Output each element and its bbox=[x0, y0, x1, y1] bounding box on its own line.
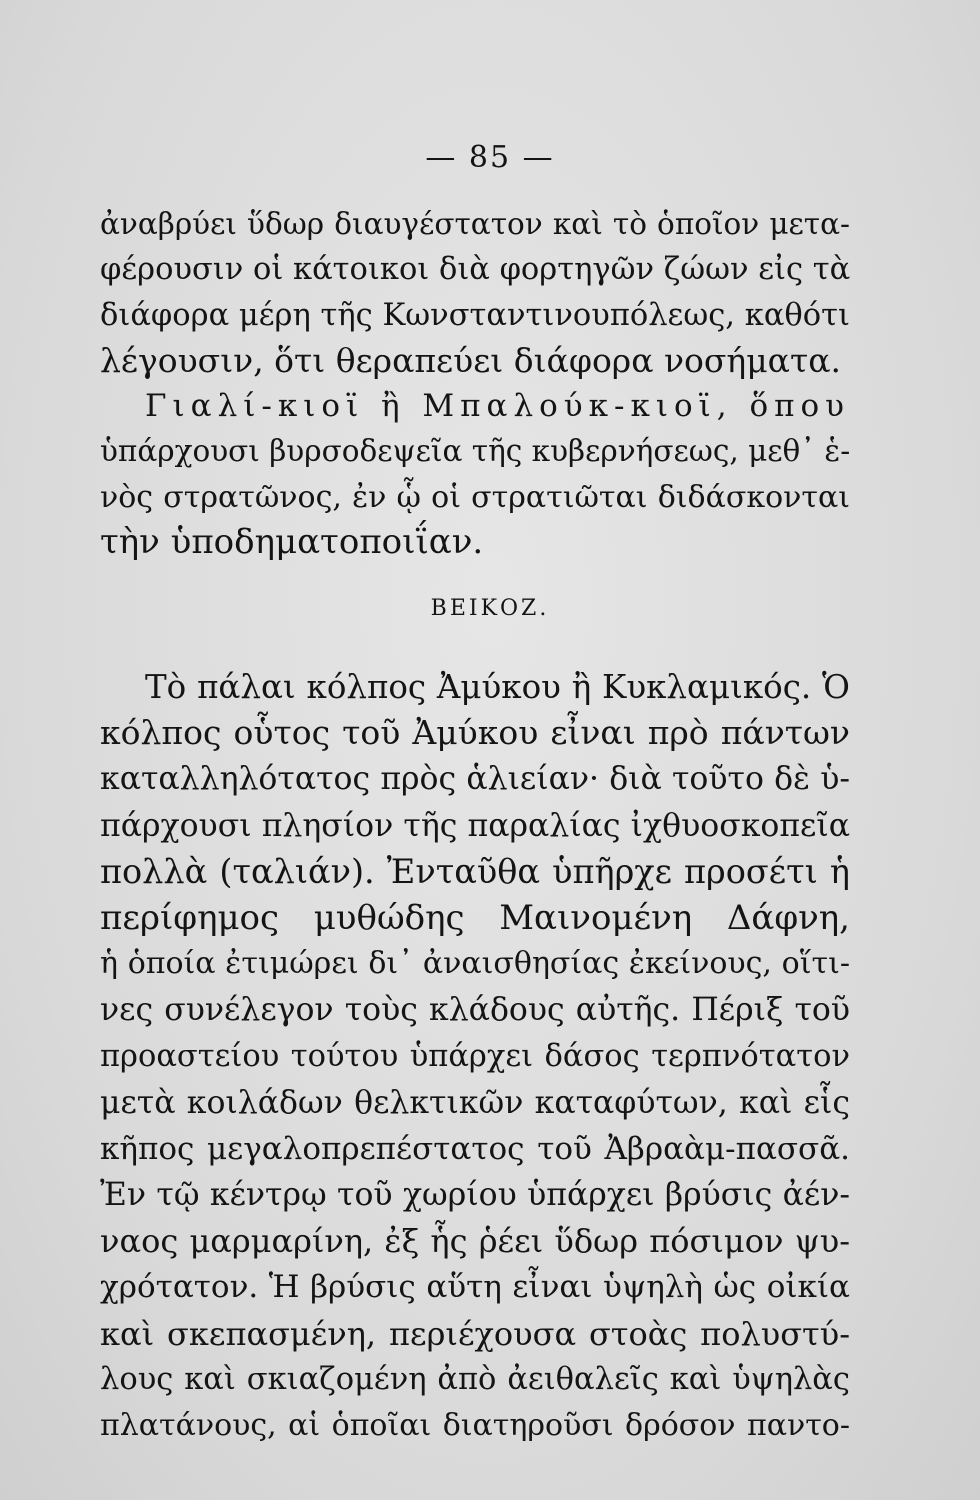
text-line: τὴν ὑποδηματοποιΐαν. bbox=[100, 522, 484, 563]
text-line: χρότατον. Ἡ βρύσις αὕτη εἶναι ὑψηλὴ ὡς οἰκία bbox=[100, 1269, 850, 1306]
text-line: κόλπος οὗτος τοῦ Ἀμύκου εἶναι πρὸ πάντων bbox=[100, 713, 850, 753]
text-line: λους καὶ σκιαζομένη ἀπὸ ἀειθαλεῖς καὶ ὑψηλὰς bbox=[100, 1361, 850, 1397]
paragraph-2 bbox=[100, 384, 850, 566]
text-line: Τὸ πάλαι κόλπος Ἀμύκου ἢ Κυκλαμικός. Ὁ bbox=[145, 668, 850, 706]
text-line: πάρχουσι πλησίον τῆς παραλίας ἰχθυοσκοπεῖα bbox=[100, 807, 850, 844]
text-line: καὶ σκεπασμένη, περιέχουσα στοὰς πολυστύ- bbox=[100, 1314, 850, 1353]
text-line: νες συνέλεγον τοὺς κλάδους αὐτῆς. Πέριξ τοῦ bbox=[100, 992, 850, 1029]
text-line: ἡ ὁποία ἐτιμώρει δι᾽ ἀναισθησίας ἐκείνους, οἵτι- bbox=[100, 946, 850, 982]
text-line: ὑπάρχουσι βυρσοδεψεῖα τῆς κυβερνήσεως, μεθ᾽ ἑ- bbox=[100, 434, 850, 469]
text-line: διάφορα μέρη τῆς Κωνσταντινουπόλεως, καθότι bbox=[100, 297, 850, 333]
text-line: μετὰ κοιλάδων θελκτικῶν καταφύτων, καὶ εἷς bbox=[100, 1084, 850, 1121]
text-line: φέρουσιν οἱ κάτοικοι διὰ φορτηγῶν ζώων εἰς τὰ bbox=[100, 252, 850, 288]
text-line: καταλληλότατος πρὸς ἁλιείαν· διὰ τοῦτο δὲ ὑ- bbox=[100, 761, 850, 798]
paragraph-3 bbox=[100, 664, 850, 1449]
text-line: λέγουσιν, ὅτι θεραπεύει διάφορα νοσήματα. bbox=[100, 341, 841, 381]
text-line: Γιαλί-κιοϊ ἢ Μπαλούκ-κιοϊ, ὅπου bbox=[145, 388, 850, 424]
text-line: πλατάνους, αἱ ὁποῖαι διατηροῦσι δρόσον παντο- bbox=[100, 1408, 850, 1443]
text-line: Ἐν τῷ κέντρῳ τοῦ χωρίου ὑπάρχει βρύσις ἀέν- bbox=[100, 1177, 850, 1214]
text-line: κῆπος μεγαλοπρεπέστατος τοῦ Ἀβραὰμ-πασσᾶ. bbox=[100, 1130, 850, 1167]
page-number: — 85 — bbox=[425, 140, 555, 175]
text-line: ἀναβρύει ὕδωρ διαυγέστατον καὶ τὸ ὁποῖον μετα- bbox=[100, 207, 850, 241]
section-heading: ΒΕΙΚΟΖ. bbox=[430, 596, 550, 621]
text-line: ναος μαρμαρίνη, ἐξ ἧς ῥέει ὕδωρ πόσιμον ψυ- bbox=[100, 1222, 850, 1261]
text-line: πολλὰ (ταλιάν). Ἐνταῦθα ὑπῆρχε προσέτι ἡ bbox=[100, 851, 850, 891]
text-line: νὸς στρατῶνος, ἐν ᾧ οἱ στρατιῶται διδάσκονται bbox=[100, 479, 850, 515]
text-line: περίφημος μυθώδης Μαινομένη Δάφνη, bbox=[100, 897, 850, 938]
text-line: προαστείου τούτου ὑπάρχει δάσος τερπνότατον bbox=[100, 1038, 850, 1074]
paragraph-1 bbox=[100, 202, 850, 384]
